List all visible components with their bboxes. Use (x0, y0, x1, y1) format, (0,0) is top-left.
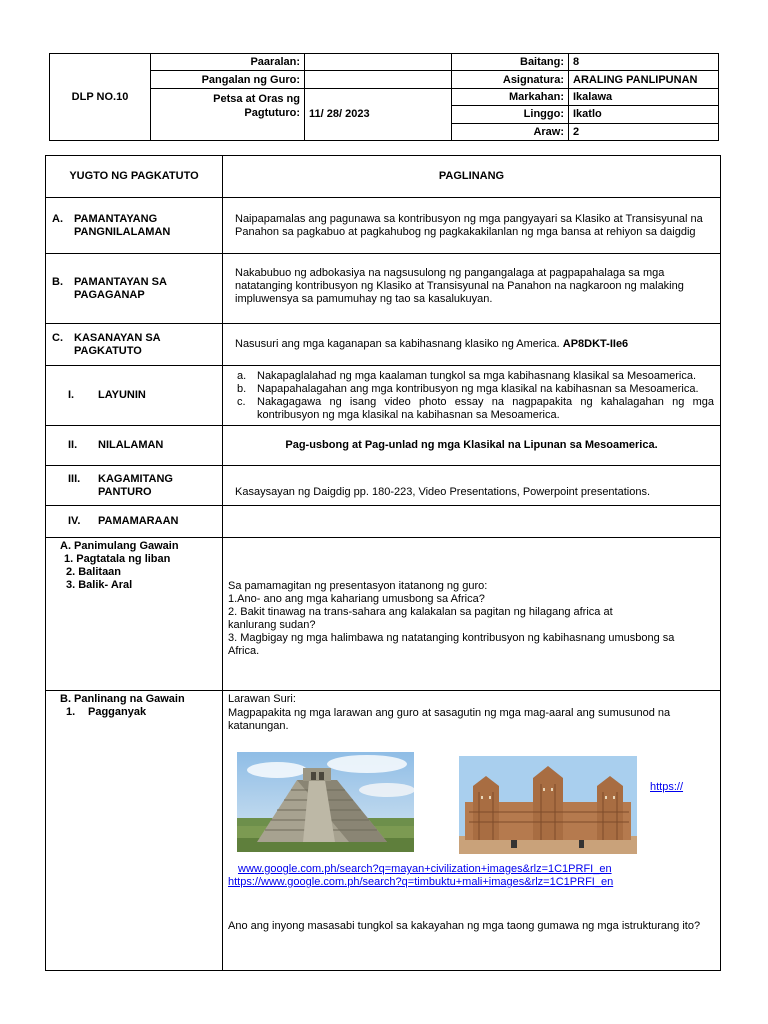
row-panimula-label (46, 538, 223, 691)
mayan-pyramid-image (237, 752, 414, 852)
row-nilalaman-content: Pag-usbong at Pag-unlad ng mga Klasikal na Lipunan sa Mesoamerica. (223, 426, 721, 466)
objectives-list (235, 370, 714, 422)
guro-value (305, 71, 452, 88)
asignatura-label: Asignatura: (452, 71, 569, 88)
petsa-value: 11/ 28/ 2023 (305, 88, 452, 140)
panlinang-instruction: Magpapakita ng mga larawan ang guro at sasagutin ng mga mag-aaral ang sumusunod na katanungan. (228, 707, 671, 732)
panlinang-title: B. Panlinang na Gawain (60, 693, 185, 705)
linggo-value: Ikatlo (569, 106, 719, 123)
row-pamamaraan-key: IV. (68, 515, 81, 527)
mosque-drawing (459, 756, 637, 854)
row-panlinang-label (46, 691, 223, 971)
competency-code: AP8DKT-IIe6 (562, 338, 629, 350)
row-layunin-key: I. (68, 389, 75, 401)
row-kagamitan-line-1: KAGAMITANG (98, 472, 173, 485)
row-b-label-line-1: PAMANTAYAN SA (74, 275, 167, 288)
mud-mosque-image (459, 756, 637, 854)
competency-text: Nasusuri ang mga kaganapan sa kabihasnang klasiko ng America. (235, 338, 563, 350)
row-b-content: Nakabubuo ng adbokasiya na nagsusulong ng pangangalaga at pagpapahalaga sa mga natatanging kontribusyon ng Klasiko at Transisyunal na Panahon na nagkaroon ng malaking impluwensya sa pamumuhay ng tao sa kasalukuyan. (223, 254, 721, 324)
row-panimula-content (223, 538, 721, 691)
panlinang-question: Ano ang inyong masasabi tungkol sa kakayahan ng mga taong gumawa ng mga istrukturang ito? (228, 920, 701, 932)
markahan-label: Markahan: (452, 88, 569, 105)
petsa-label-line-2: Pagtuturo: (244, 106, 300, 119)
row-a-content: Naipapamalas ang pagunawa sa kontribusyon ng mga pangyayari sa Klasiko at Transisyunal na Panahon sa pagkabuo at pagkahubog ng pagkakakilanlan ng mga bansa at rehiyon sa daigdig (223, 198, 721, 254)
petsa-label-line-1: Petsa at Oras ng (213, 92, 300, 105)
row-pamamaraan-label (46, 506, 223, 538)
objective-item: b. Napapahalagahan ang mga kontribusyon ng mga klasikal na kabihasnan sa Mesoamerica. (237, 382, 699, 395)
row-layunin-label (46, 366, 223, 426)
row-kagamitan-key: III. (68, 472, 81, 485)
row-c-key: C. (52, 331, 63, 344)
col-header-yugto: YUGTO NG PAGKATUTO (46, 156, 223, 198)
panlinang-item: Pagganyak (88, 706, 147, 718)
row-b-label-line-2: PAGAGANAP (74, 288, 145, 301)
araw-label: Araw: (452, 123, 569, 140)
panlinang-item-key: 1. (66, 706, 76, 718)
paaralan-value (305, 54, 452, 71)
panimula-item: 2. Balitaan (66, 566, 122, 578)
row-nilalaman-title: NILALAMAN (98, 439, 164, 451)
row-a-label (46, 198, 223, 254)
linggo-label: Linggo: (452, 106, 569, 123)
objective-item: a. Nakapaglalahad ng mga kaalaman tungkol sa mga kabihasnang klasikal sa Mesoamerica. (237, 369, 697, 382)
row-pamamaraan-title: PAMAMARAAN (98, 515, 179, 527)
header-table (49, 53, 719, 141)
panimula-question-3b: Africa. (228, 645, 260, 657)
baitang-value: 8 (569, 54, 719, 71)
row-layunin-title: LAYUNIN (98, 389, 146, 401)
row-b-label (46, 254, 223, 324)
panimula-question-2b: kanlurang sudan? (228, 619, 316, 631)
row-c-label-line-1: KASANAYAN SA (74, 331, 161, 344)
row-a-key: A. (52, 212, 63, 225)
row-c-label (46, 324, 223, 366)
row-kagamitan-content: Kasaysayan ng Daigdig pp. 180-223, Video Presentations, Powerpoint presentations. (223, 466, 721, 506)
row-nilalaman-label (46, 426, 223, 466)
timbuktu-images-link[interactable]: https://www.google.com.ph/search?q=timbuktu+mali+images&rlz=1C1PRFI_en (228, 876, 614, 888)
row-pamamaraan-content (223, 506, 721, 538)
row-nilalaman-key: II. (68, 439, 78, 451)
panimula-question-1: 1.Ano- ano ang mga kahariang umusbong sa Africa? (228, 593, 485, 605)
panimula-item: 3. Balik- Aral (66, 579, 133, 591)
row-b-key: B. (52, 275, 63, 288)
paaralan-label: Paaralan: (151, 54, 305, 71)
mayan-images-link[interactable]: www.google.com.ph/search?q=mayan+civilization+images&rlz=1C1PRFI_en (238, 863, 612, 875)
panimula-question-3a: 3. Magbigay ng mga halimbawa ng natatanging kontribusyon ng kabihasnang umusbong sa (228, 632, 675, 644)
row-c-content (223, 324, 721, 366)
panimula-intro: Sa pamamagitan ng presentasyon itatanong ng guro: (228, 580, 488, 592)
row-kagamitan-label (46, 466, 223, 506)
panimula-item: 1. Pagtatala ng liban (64, 553, 171, 565)
panlinang-heading: Larawan Suri: (228, 693, 296, 705)
asignatura-value: ARALING PANLIPUNAN (569, 71, 719, 88)
https-link[interactable]: https:// (650, 781, 684, 793)
row-c-label-line-2: PAGKATUTO (74, 344, 142, 357)
pyramid-drawing (237, 752, 414, 852)
row-a-label-line-1: PAMANTAYANG (74, 212, 158, 225)
col-header-paglinang: PAGLINANG (223, 156, 721, 198)
row-kagamitan-line-2: PANTURO (98, 485, 152, 498)
araw-value: 2 (569, 123, 719, 140)
dlp-number: DLP NO.10 (50, 54, 151, 141)
panimula-title: A. Panimulang Gawain (60, 540, 179, 552)
panimula-question-2a: 2. Bakit tinawag na trans-sahara ang kalakalan sa pagitan ng hilagang africa at (228, 606, 613, 618)
petsa-label (151, 88, 305, 140)
baitang-label: Baitang: (452, 54, 569, 71)
markahan-value: Ikalawa (569, 88, 719, 105)
guro-label: Pangalan ng Guro: (151, 71, 305, 88)
objective-item: c. Nakagagawa ng isang video photo essay na nagpapakita ng kahalagahan ng mga kontribusyon ng mga klasikal na kabihasnan sa Mesoamerica. (237, 395, 714, 421)
row-layunin-content (223, 366, 721, 426)
row-a-label-line-2: PANGNILALAMAN (74, 225, 171, 238)
